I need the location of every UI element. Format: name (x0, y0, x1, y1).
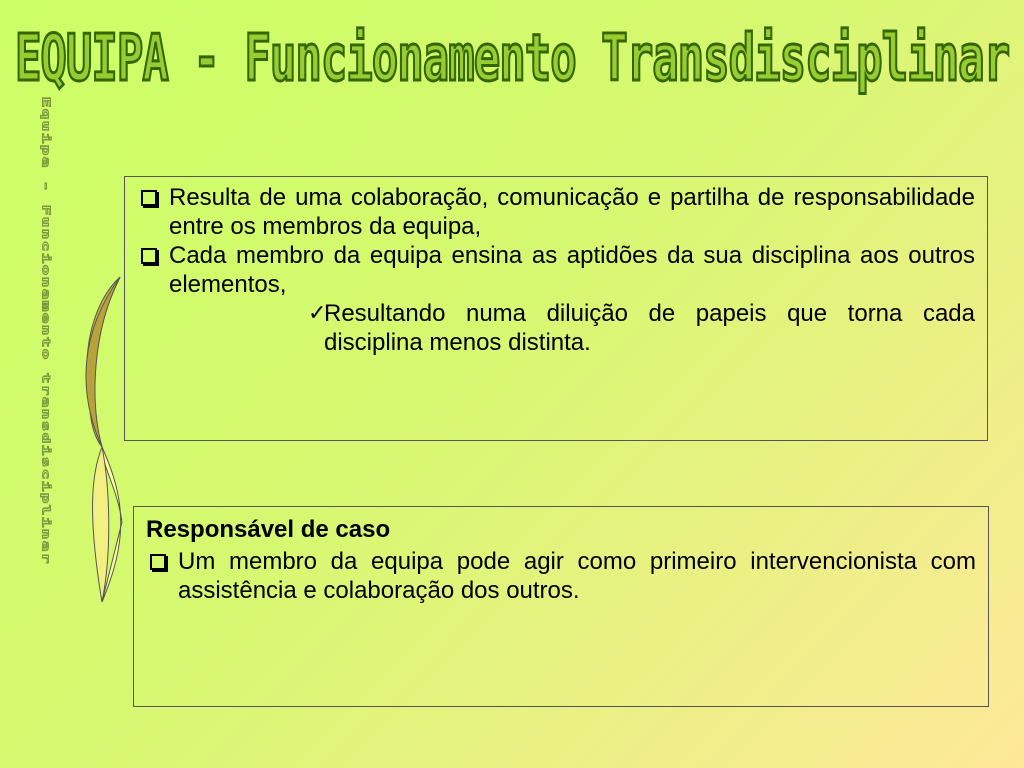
side-text-char: a (39, 288, 52, 300)
vertical-watermark-text (30, 96, 60, 564)
side-text-char: u (39, 120, 52, 132)
check-mark-icon: ✓ (308, 301, 327, 326)
side-text-char: r (39, 384, 52, 396)
side-text-char: a (39, 540, 52, 552)
list-item (137, 183, 975, 241)
side-text-char (39, 193, 51, 204)
side-text-char: r (39, 552, 52, 564)
sub-bullet-text: Resultando numa diluição de papeis que torna cada disciplina menos distinta. (324, 300, 975, 356)
side-text-char: E (39, 96, 52, 108)
side-text-char: e (39, 312, 52, 324)
side-text-char: a (39, 156, 52, 168)
side-text-char: m (39, 300, 52, 312)
bullet-text: Cada membro da equipa ensina as aptidões da sua disciplina aos outros elementos, (169, 242, 975, 298)
side-text-char: q (39, 108, 52, 120)
side-text-char: F (39, 204, 52, 216)
side-text-char: i (39, 516, 52, 528)
side-text-char: o (39, 264, 52, 276)
bullet-text: Resulta de uma colaboração, comunicação e partilha de responsabilidade entre os membros da equipa, (169, 184, 975, 240)
list-item (137, 241, 975, 299)
side-text-char: n (39, 408, 52, 420)
side-text-char: n (39, 528, 52, 540)
square-bullet-icon (146, 547, 178, 605)
side-text-char: i (39, 480, 52, 492)
side-text-char: i (39, 444, 52, 456)
side-text-char: t (39, 336, 52, 348)
box-heading: Responsável de caso (146, 516, 391, 543)
side-text-char: l (39, 504, 52, 516)
side-text-char: s (39, 420, 52, 432)
content-box-2 (133, 506, 989, 707)
side-text-char: a (39, 396, 52, 408)
side-text-char: c (39, 240, 52, 252)
side-text-char: u (39, 216, 52, 228)
square-bullet-icon (137, 183, 169, 241)
side-text-char: o (39, 348, 52, 360)
side-text-char: - (39, 180, 52, 192)
sub-list-item (308, 299, 975, 357)
curved-arrow-icon (72, 272, 132, 607)
side-text-char: n (39, 228, 52, 240)
content-box-1 (124, 176, 988, 441)
list-item (146, 547, 976, 605)
side-text-char: p (39, 492, 52, 504)
side-text-char (39, 169, 51, 180)
side-text-char: n (39, 276, 52, 288)
side-text-char: t (39, 372, 52, 384)
side-text-char (39, 361, 51, 372)
side-text-char: d (39, 432, 52, 444)
side-text-char: i (39, 132, 52, 144)
slide-title: EQUIPA - Funcionamento Transdisciplinar (14, 22, 1010, 96)
side-text-char: n (39, 324, 52, 336)
square-bullet-icon (137, 241, 169, 299)
bullet-text: Um membro da equipa pode agir como primeiro intervencionista com assistência e colaboração dos outros. (178, 548, 976, 604)
side-text-char: i (39, 252, 52, 264)
side-text-char: c (39, 468, 52, 480)
side-text-char: s (39, 456, 52, 468)
side-text-char: p (39, 144, 52, 156)
